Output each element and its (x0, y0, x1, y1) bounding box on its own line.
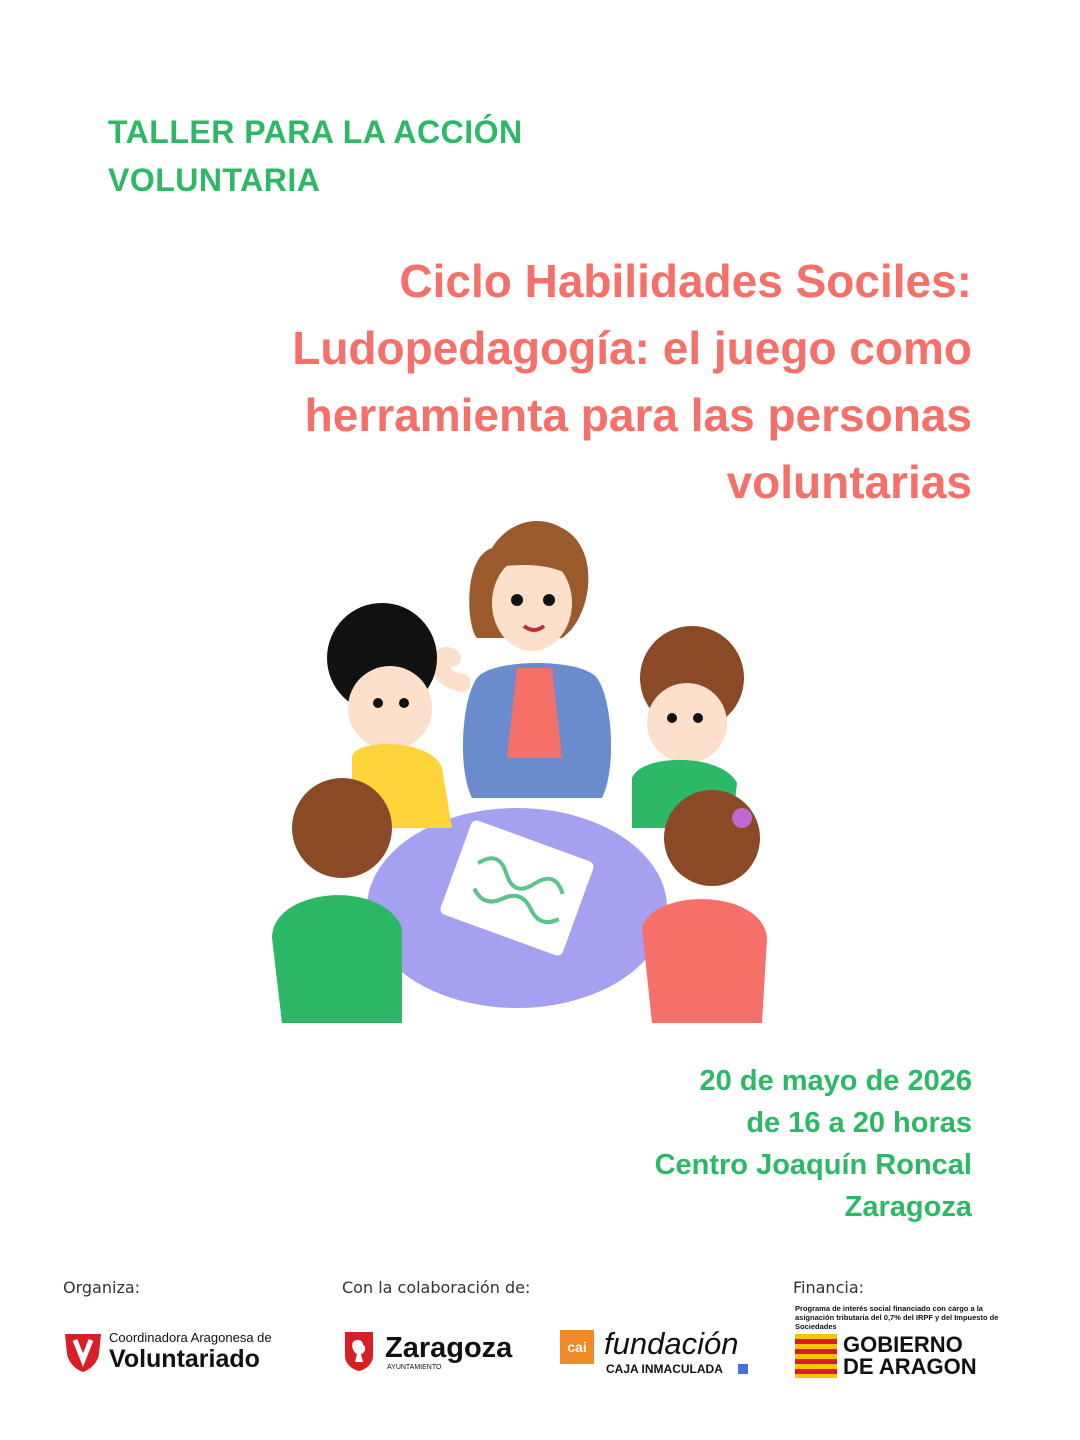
event-venue: Centro Joaquín Roncal (654, 1149, 972, 1181)
event-time: de 16 a 20 horas (746, 1107, 972, 1139)
financia-label: Financia: (793, 1278, 865, 1297)
teacher-with-children-at-table-illustration (262, 508, 782, 1028)
logo2-sub: AYUNTAMIENTO (387, 1364, 442, 1371)
logo3-name: fundación (604, 1326, 739, 1361)
colaboracion-label: Con la colaboración de: (342, 1278, 531, 1297)
gobierno-aragon-logo (795, 1334, 995, 1380)
event-details (472, 1060, 972, 1228)
financia-note: Programa de interés social financiado con cargo a la asignación tributaria del 0,7% del IRPF y del Impuesto de Sociedades (795, 1304, 999, 1331)
zaragoza-lion-shield-icon (343, 1330, 375, 1372)
event-date: 20 de mayo de 2026 (699, 1065, 972, 1097)
title-line-2: Ludopedagogía: el juego como (292, 322, 972, 374)
logo2-name: Zaragoza (385, 1332, 513, 1364)
teacher-figure (440, 521, 611, 798)
workshop-kicker (108, 108, 523, 204)
zaragoza-ayuntamiento-logo (343, 1330, 523, 1374)
logo3-sub: CAJA INMACULADA (606, 1362, 723, 1376)
cai-badge-icon: cai (560, 1330, 594, 1364)
title-line-4: voluntarias (726, 456, 972, 508)
logo4-line1: GOBIERNO (843, 1332, 963, 1357)
logo1-line1: Coordinadora Aragonesa de (109, 1330, 272, 1345)
square-mark-icon (738, 1364, 748, 1374)
aragon-flag-icon (795, 1334, 837, 1378)
title-line-1: Ciclo Habilidades Sociles: (399, 255, 972, 307)
logo4-line2: DE ARAGON (843, 1354, 977, 1379)
logo1-line2: Voluntariado (109, 1345, 260, 1373)
organiza-label: Organiza: (63, 1278, 141, 1297)
event-title (112, 248, 972, 516)
fundacion-caja-inmaculada-logo (560, 1326, 755, 1378)
kicker-line-2: VOLUNTARIA (108, 162, 321, 198)
coordinadora-emblem-icon (63, 1330, 103, 1374)
event-city: Zaragoza (844, 1191, 972, 1223)
title-line-3: herramienta para las personas (304, 389, 972, 441)
kicker-line-1: TALLER PARA LA ACCIÓN (108, 114, 523, 150)
coordinadora-voluntariado-logo (63, 1328, 313, 1376)
